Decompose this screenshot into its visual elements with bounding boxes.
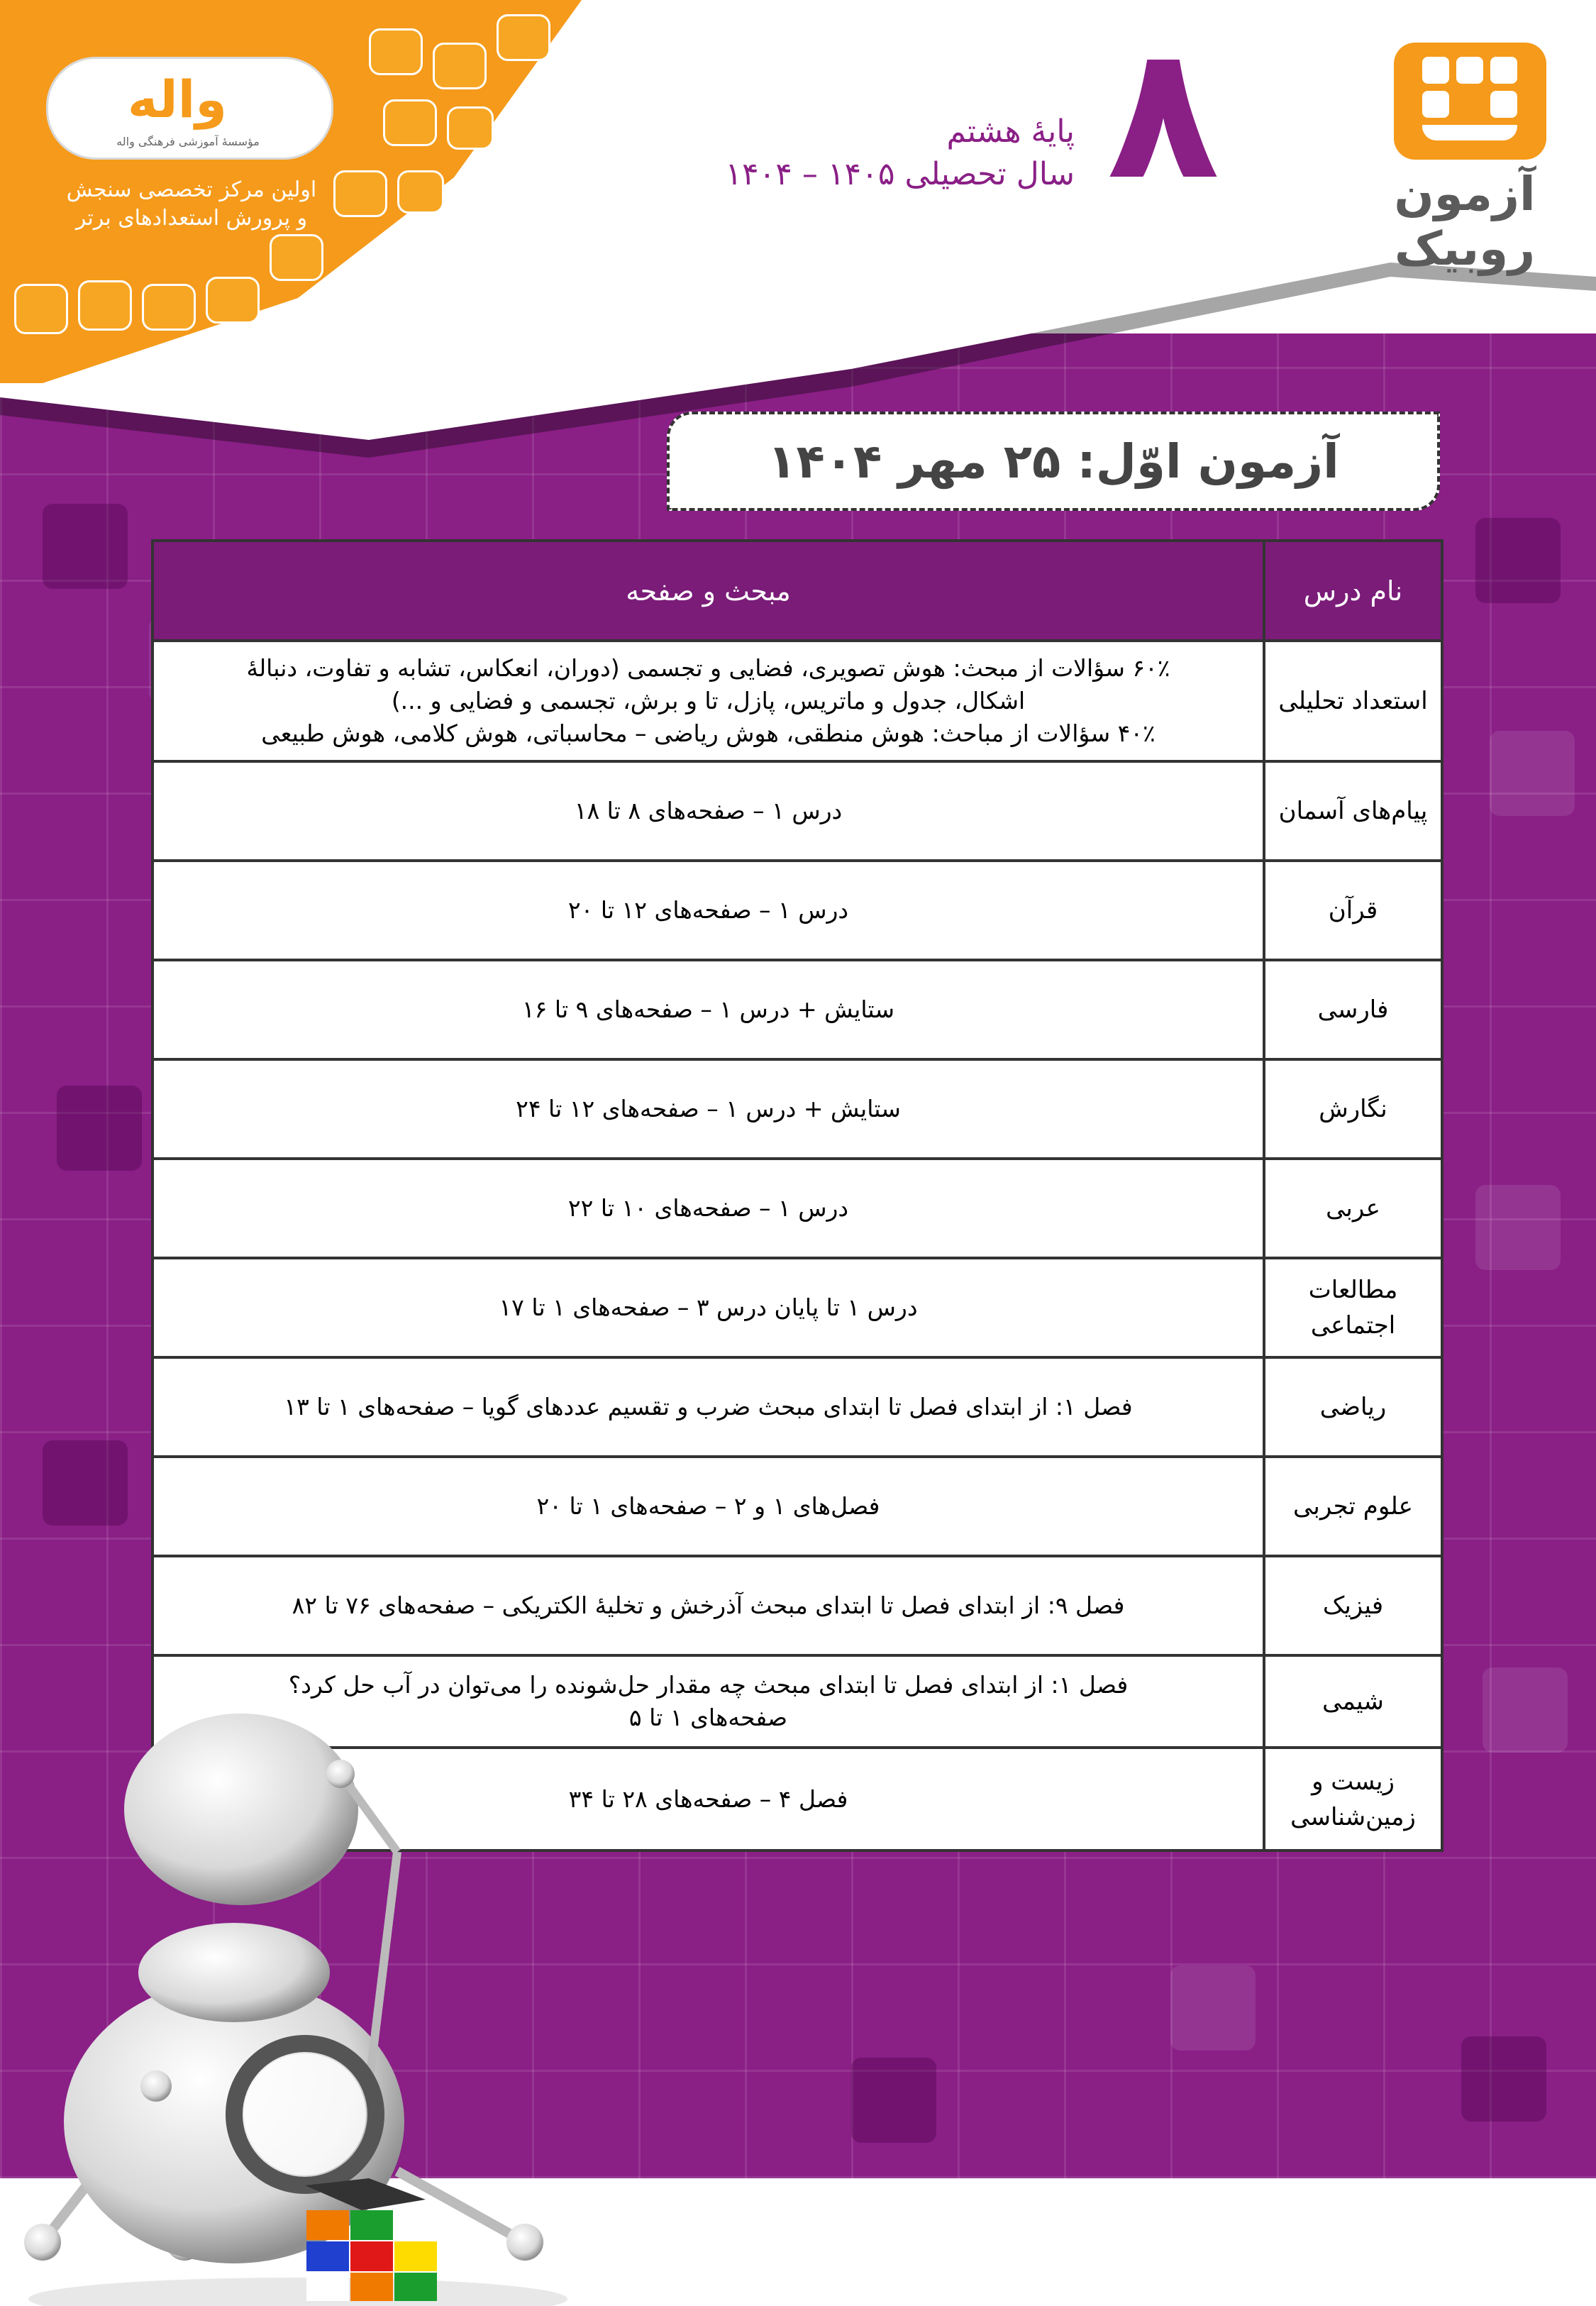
topic-cell (153, 761, 1264, 861)
institute-logo-subtitle: مؤسسۀ آموزشی فرهنگی واله (116, 135, 260, 148)
topic-line: ستایش + درس ۱ – صفحه‌های ۱۲ تا ۲۴ (516, 1095, 901, 1122)
topic-line: درس ۱ – صفحه‌های ۱۰ تا ۲۲ (567, 1194, 849, 1222)
bg-tile (43, 504, 128, 589)
topic-line: ۴۰٪ سؤالات از مباحث: هوش منطقی، هوش ریاضی – محاسباتی، هوش کلامی، هوش طبیعی (261, 719, 1156, 747)
topic-line: فصل ۴ – صفحه‌های ۲۸ تا ۳۴ (568, 1784, 848, 1813)
subject-cell: استعداد تحلیلی (1264, 641, 1442, 761)
orange-tile (206, 277, 260, 324)
topic-line: درس ۱ – صفحه‌های ۱۲ تا ۲۰ (567, 896, 849, 924)
table-row (153, 1059, 1442, 1159)
topic-cell (153, 1357, 1264, 1457)
orange-tile (497, 14, 550, 61)
bg-tile (43, 1440, 128, 1526)
orange-tile (333, 170, 387, 217)
table-row (153, 861, 1442, 960)
subject-cell: علوم تجربی (1264, 1457, 1442, 1556)
grade-number: ۸ (1107, 6, 1220, 221)
topic-line: ستایش + درس ۱ – صفحه‌های ۹ تا ۱۶ (521, 995, 895, 1023)
bg-tile (57, 1086, 142, 1171)
topic-line: فصل‌های ۱ و ۲ – صفحه‌های ۱ تا ۲۰ (536, 1492, 880, 1520)
bg-tile (1475, 1185, 1561, 1270)
institute-tagline-line2: و پرورش استعدادهای برتر (75, 206, 308, 231)
topic-cell (153, 1258, 1264, 1357)
column-header-topic: مبحث و صفحه (153, 541, 1264, 641)
table-row (153, 1159, 1442, 1258)
topic-cell (153, 960, 1264, 1059)
subject-cell: قرآن (1264, 861, 1442, 960)
grade-label: پایۀ هشتم (946, 114, 1075, 150)
table-row (153, 960, 1442, 1059)
orange-tile (383, 99, 437, 146)
brand-name: آزمون روبیک (1394, 167, 1536, 276)
table-header-row (153, 541, 1442, 641)
exam-syllabus-table (151, 539, 1443, 1852)
table-row (153, 641, 1442, 761)
table-row (153, 1357, 1442, 1457)
robot-illustration (0, 1689, 638, 2306)
bg-tile (1490, 731, 1575, 816)
orange-tile (142, 284, 196, 331)
orange-tile (369, 28, 423, 75)
subject-cell: پیام‌های آسمان (1264, 761, 1442, 861)
institute-logo-text: واله (127, 70, 228, 129)
bg-tile (1461, 2036, 1546, 2122)
subject-cell: شیمی (1264, 1655, 1442, 1748)
table-row (153, 761, 1442, 861)
topic-line: صفحه‌های ۱ تا ۵ (628, 1704, 788, 1731)
orange-tile (397, 170, 444, 214)
table-row (153, 1457, 1442, 1556)
table-row (153, 1258, 1442, 1357)
topic-cell (153, 1059, 1264, 1159)
topic-cell (153, 1556, 1264, 1655)
bg-tile (1170, 1965, 1256, 2051)
orange-tile (447, 106, 494, 150)
academic-year: سال تحصیلی ۱۴۰۵ – ۱۴۰۴ (725, 156, 1075, 192)
institute-tagline-line1: اولین مرکز تخصصی سنجش (66, 177, 317, 202)
topic-cell (153, 861, 1264, 960)
table-row (153, 1556, 1442, 1655)
subject-cell: فیزیک (1264, 1556, 1442, 1655)
subject-cell: عربی (1264, 1159, 1442, 1258)
bg-tile (851, 2058, 936, 2143)
subject-cell: ریاضی (1264, 1357, 1442, 1457)
topic-cell (153, 641, 1264, 761)
subject-cell: زیست و زمین‌شناسی (1264, 1748, 1442, 1850)
topic-line: درس ۱ – صفحه‌های ۸ تا ۱۸ (574, 797, 843, 824)
column-header-subject: نام درس (1264, 541, 1442, 641)
orange-tile (78, 280, 132, 331)
exam-title-box (667, 412, 1440, 511)
subject-cell: نگارش (1264, 1059, 1442, 1159)
rubik-smiley-logo-icon (1394, 43, 1546, 160)
topic-line: فصل ۱: از ابتدای فصل تا ابتدای مبحث چه مقدار حل‌شونده را می‌توان در آب حل کرد؟ (288, 1671, 1129, 1699)
bg-tile (1475, 518, 1561, 603)
topic-line: اشکال، جدول و ماتریس، پازل، تا و برش، تجسمی و فضایی و ...) (391, 687, 1026, 715)
topic-line: فصل ۱: از ابتدای فصل تا ابتدای مبحث ضرب و تقسیم عددهای گویا – صفحه‌های ۱ تا ۱۳ (284, 1393, 1133, 1420)
topic-line: فصل ۹: از ابتدای فصل تا ابتدای مبحث آذرخش و تخلیۀ الکتریکی – صفحه‌های ۷۶ تا ۸۲ (292, 1591, 1125, 1619)
orange-tile (14, 284, 68, 334)
subject-cell: فارسی (1264, 960, 1442, 1059)
bg-tile (1483, 1667, 1568, 1753)
orange-tile (270, 234, 323, 281)
topic-line: درس ۱ تا پایان درس ۳ – صفحه‌های ۱ تا ۱۷ (499, 1293, 918, 1321)
topic-line: ۶۰٪ سؤالات از مبحث: هوش تصویری، فضایی و تجسمی (دوران، انعکاس، تشابه و تفاوت، دنبالۀ (246, 654, 1170, 682)
exam-title: آزمون اوّل: ۲۵ مهر ۱۴۰۴ (767, 434, 1339, 489)
subject-cell: مطالعات اجتماعی (1264, 1258, 1442, 1357)
orange-tile (433, 43, 487, 89)
topic-cell (153, 1457, 1264, 1556)
topic-cell (153, 1159, 1264, 1258)
